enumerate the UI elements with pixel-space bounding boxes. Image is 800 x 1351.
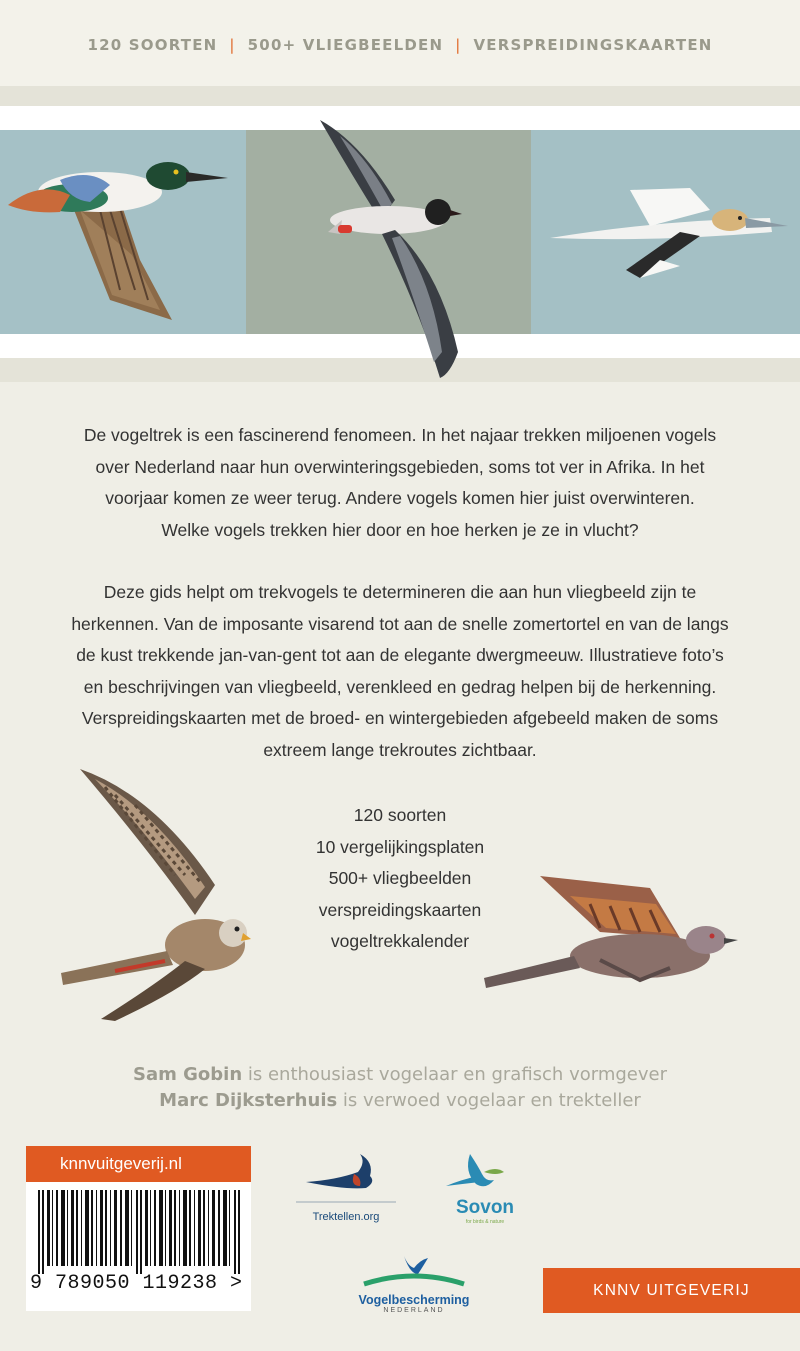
description-line: herkennen. Van de imposante visarend tot aan de snelle zomertortel en van de langs	[71, 613, 729, 634]
tag-flight-images: 500+ VLIEGBEELDEN	[247, 36, 444, 54]
tag-species: 120 SOORTEN	[87, 36, 218, 54]
intro-line: Welke vogels trekken hier door en hoe herken je ze in vlucht?	[161, 519, 639, 540]
description-line: de kust trekkende jan-van-gent tot aan de elegante dwergmeeuw. Illustratieve foto’s	[76, 645, 724, 665]
barcode-block	[26, 1146, 251, 1311]
description-line: Verspreidingskaarten met de broed- en wintergebieden afgebeeld maken de soms	[81, 708, 719, 728]
trektellen-label: Trektellen.org	[312, 1211, 380, 1223]
intro-line: voorjaar komen ze weer terug. Andere vogels komen hier juist overwinteren.	[105, 488, 695, 508]
tag-separator: |	[455, 36, 462, 54]
bird-over-wave-icon	[348, 1252, 480, 1288]
description-line: en beschrijvingen van vliegbeeld, verenkleed en gedrag helpen bij de herkenning.	[83, 676, 717, 697]
trektellen-logo[interactable]	[296, 1152, 396, 1223]
isbn-number: 9 789050 119238 >	[30, 1272, 243, 1295]
turtle-dove-image	[480, 868, 745, 998]
intro-line: De vogeltrek is een fascinerend fenomeen. In het najaar trekken miljoenen vogels	[83, 425, 717, 445]
author-line	[0, 1062, 800, 1088]
vogelbescherming-sublabel: NEDERLAND	[383, 1307, 445, 1314]
author-name: Marc Dijksterhuis	[159, 1090, 338, 1111]
sovon-logo[interactable]	[440, 1150, 530, 1225]
shoveler-duck-image	[0, 150, 240, 330]
author-name: Sam Gobin	[133, 1064, 243, 1085]
gannet-image	[540, 180, 795, 290]
intro-paragraph	[40, 420, 760, 546]
list-item: verspreidingskaarten	[318, 899, 482, 920]
swallow-icon	[296, 1152, 396, 1206]
little-gull-image	[300, 112, 480, 382]
list-item: 120 soorten	[353, 805, 447, 825]
description-line: extreem lange trekroutes zichtbaar.	[263, 739, 537, 760]
sovon-label: Sovon	[455, 1197, 515, 1218]
author-bio: is verwoed vogelaar en trekteller	[337, 1090, 641, 1111]
tag-separator: |	[229, 36, 236, 54]
list-item: 10 vergelijkingsplaten	[315, 836, 485, 857]
bird-icon	[440, 1150, 530, 1198]
publisher-badge: KNNV UITGEVERIJ	[543, 1268, 800, 1313]
vogelbescherming-logo[interactable]	[348, 1252, 480, 1314]
intro-line: over Nederland naar hun overwinteringsgebieden, soms tot ver in Afrika. In het	[95, 456, 705, 477]
tagline	[87, 36, 712, 54]
publisher-url[interactable]: knnvuitgeverij.nl	[26, 1146, 251, 1182]
description-line: Deze gids helpt om trekvogels te determineren die aan hun vliegbeeld zijn te	[103, 582, 697, 602]
author-line	[0, 1088, 800, 1114]
author-bio: is enthousiast vogelaar en grafisch vormgever	[242, 1064, 667, 1085]
list-item: vogeltrekkalender	[330, 931, 470, 951]
list-item: 500+ vliegbeelden	[328, 868, 472, 888]
tag-distribution-maps: VERSPREIDINGSKAARTEN	[473, 36, 713, 54]
header-bar	[0, 0, 800, 90]
sovon-tagline: for birds & nature	[465, 1219, 505, 1225]
authors	[0, 1062, 800, 1114]
description-paragraph	[40, 577, 760, 766]
barcode-icon	[36, 1190, 246, 1274]
red-footed-falcon-image	[55, 765, 255, 1025]
vogelbescherming-label: Vogelbescherming	[358, 1293, 470, 1307]
